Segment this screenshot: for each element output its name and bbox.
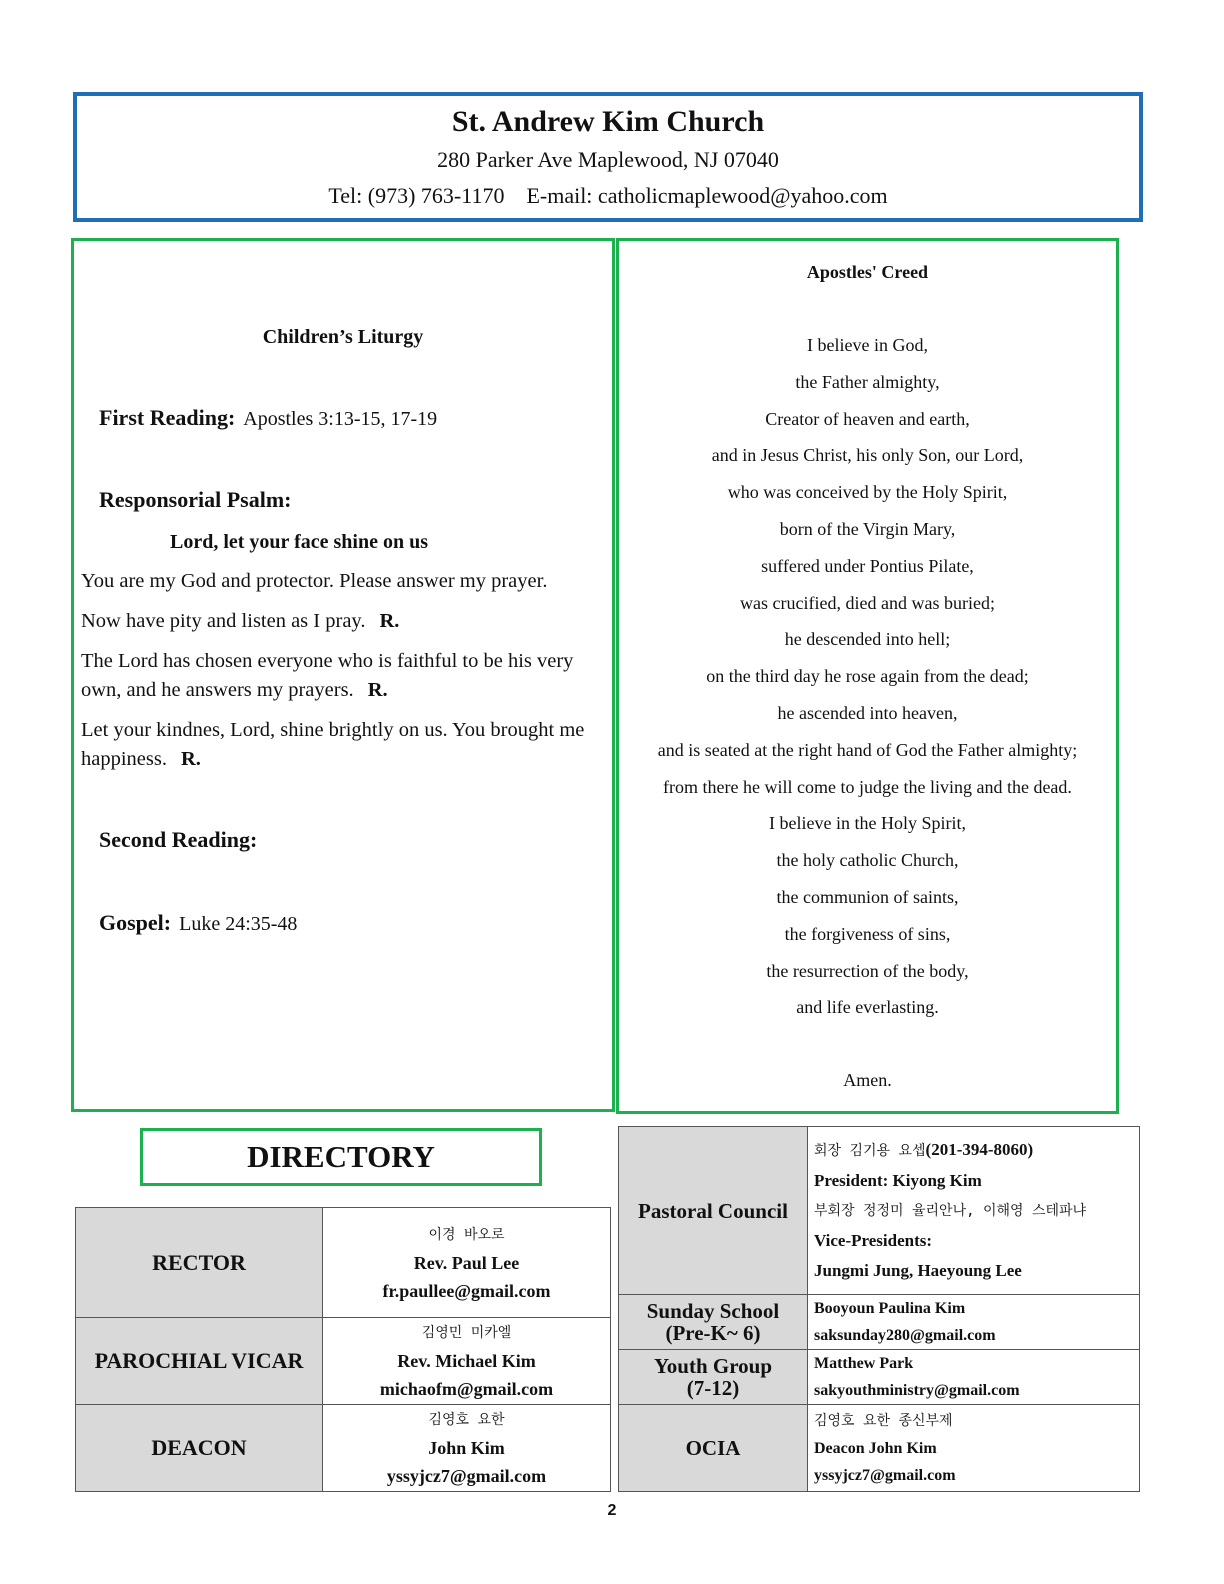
rector-info <box>323 1208 611 1318</box>
table-row <box>76 1208 611 1318</box>
creed-line: suffered under Pontius Pilate, <box>761 555 974 576</box>
psalm-verse <box>81 647 609 705</box>
ocia-role: OCIA <box>619 1405 808 1492</box>
deacon-email[interactable]: yssyjcz7@gmail.com <box>386 1466 547 1486</box>
responsorial-psalm <box>99 487 300 513</box>
table-row <box>76 1405 611 1492</box>
response-marker: R. <box>180 748 201 770</box>
president-name: President: Kiyong Kim <box>814 1171 982 1190</box>
sunday-school-grades: (Pre-K~ 6) <box>665 1321 761 1345</box>
creed-line: the forgiveness of sins, <box>784 923 951 944</box>
creed-line: on the third day he rose again from the dead; <box>706 666 1029 687</box>
creed-line: the resurrection of the body, <box>766 960 969 981</box>
directory-title: DIRECTORY <box>140 1128 542 1186</box>
church-contact: Tel: (973) 763-1170 E-mail: catholicmaplewood@yahoo.com <box>328 183 888 208</box>
creed-line: the holy catholic Church, <box>776 850 959 871</box>
church-name: St. Andrew Kim Church <box>451 105 765 138</box>
first-reading-ref: Apostles 3:13-15, 17-19 <box>243 408 438 430</box>
table-row <box>619 1127 1140 1295</box>
youth-group-info <box>808 1350 1140 1405</box>
creed-line: Creator of heaven and earth, <box>765 408 970 429</box>
second-reading-label: Second Reading: <box>99 827 258 852</box>
creed-line: the communion of saints, <box>776 886 959 907</box>
psalm-verse-text: Now have pity and listen as I pray. <box>81 610 366 632</box>
creed-line: who was conceived by the Holy Spirit, <box>727 482 1008 503</box>
youth-group-email[interactable]: sakyouthministry@gmail.com <box>814 1382 1020 1399</box>
table-row <box>619 1405 1140 1492</box>
psalm-verse-text: You are my God and protector. Please answer my prayer. <box>81 570 548 592</box>
ocia-korean-name: 김영호 요한 종신부제 <box>814 1412 953 1429</box>
page-number: 2 <box>607 1502 617 1519</box>
creed-line: he ascended into heaven, <box>777 702 958 723</box>
childrens-liturgy-box <box>71 238 615 1112</box>
deacon-role: DEACON <box>76 1405 323 1492</box>
sunday-school-email[interactable]: saksunday280@gmail.com <box>814 1327 996 1344</box>
ocia-email[interactable]: yssyjcz7@gmail.com <box>814 1466 956 1484</box>
creed-title: Apostles' Creed <box>806 262 929 282</box>
vicar-email[interactable]: michaofm@gmail.com <box>379 1379 554 1399</box>
clergy-directory-table <box>75 1207 611 1492</box>
sunday-school-title: Sunday School <box>646 1299 780 1323</box>
pastoral-council-info <box>808 1127 1140 1295</box>
creed-line: I believe in the Holy Spirit, <box>769 813 966 834</box>
psalm-refrain: Lord, let your face shine on us <box>170 531 428 553</box>
creed-line: and is seated at the right hand of God the Father almighty; <box>657 739 1078 760</box>
psalm-verse <box>81 567 609 596</box>
sunday-school-info <box>808 1295 1140 1350</box>
vice-presidents-korean: 부회장 정정미 율리안나, 이해영 스테파냐 <box>814 1203 1087 1219</box>
ministry-directory-table <box>618 1126 1140 1492</box>
gospel-ref: Luke 24:35-48 <box>179 913 298 935</box>
table-row <box>76 1318 611 1405</box>
creed-line: and in Jesus Christ, his only Son, our Lord, <box>711 445 1024 466</box>
rector-korean-name: 이경 바오로 <box>428 1226 505 1243</box>
president-korean-line <box>814 1135 1139 1166</box>
creed-line: and life everlasting. <box>796 997 939 1018</box>
first-reading <box>99 405 437 431</box>
psalm-verse <box>81 716 609 774</box>
second-reading <box>99 827 265 853</box>
pastoral-council-role: Pastoral Council <box>619 1127 808 1295</box>
youth-group-title: Youth Group <box>653 1354 773 1378</box>
psalm-verses <box>81 567 609 785</box>
vice-presidents-label: Vice-Presidents: <box>814 1231 933 1250</box>
church-address: 280 Parker Ave Maplewood, NJ 07040 <box>437 147 779 172</box>
psalm-label: Responsorial Psalm: <box>99 487 292 512</box>
liturgy-title: Children’s Liturgy <box>262 326 424 348</box>
youth-group-contact: Matthew Park <box>814 1355 914 1372</box>
response-marker: R. <box>379 610 400 632</box>
rector-name: Rev. Paul Lee <box>413 1252 520 1273</box>
creed-line: I believe in God, <box>807 335 928 355</box>
deacon-name: John Kim <box>428 1438 505 1458</box>
youth-group-grades: (7-12) <box>686 1376 740 1400</box>
youth-group-role <box>619 1350 808 1405</box>
president-korean-name: 회장 김기용 요셉 <box>814 1143 926 1159</box>
creed-line: he descended into hell; <box>784 629 951 650</box>
response-marker: R. <box>367 679 388 701</box>
vicar-name: Rev. Michael Kim <box>397 1351 536 1371</box>
creed-lines <box>619 332 1116 1031</box>
creed-line: born of the Virgin Mary, <box>779 518 956 539</box>
gospel-label: Gospel: <box>99 910 172 935</box>
first-reading-label: First Reading: <box>99 405 236 430</box>
sunday-school-contact: Booyoun Paulina Kim <box>814 1300 966 1317</box>
ocia-contact: Deacon John Kim <box>814 1439 937 1457</box>
creed-line: was crucified, died and was buried; <box>740 592 995 613</box>
vicar-info <box>323 1318 611 1405</box>
creed-line: from there he will come to judge the living and the dead. <box>663 776 1072 797</box>
table-row <box>619 1350 1140 1405</box>
sunday-school-role <box>619 1295 808 1350</box>
deacon-korean-name: 김영호 요한 <box>428 1412 505 1428</box>
president-phone: (201-394-8060) <box>925 1140 1034 1159</box>
table-row <box>619 1295 1140 1350</box>
apostles-creed-box <box>616 238 1119 1114</box>
creed-line: the Father almighty, <box>795 371 940 392</box>
deacon-info <box>323 1405 611 1492</box>
vicar-korean-name: 김영민 미카엘 <box>421 1325 512 1341</box>
creed-amen: Amen. <box>843 1070 892 1090</box>
rector-email[interactable]: fr.paullee@gmail.com <box>382 1280 551 1301</box>
psalm-verse-text: The Lord has chosen everyone who is faithful to be his very own, and he answers my prayers. <box>81 650 574 701</box>
rector-role: RECTOR <box>76 1208 323 1318</box>
church-header <box>73 92 1143 222</box>
psalm-verse-text: Let your kindnes, Lord, shine brightly on us. You brought me happiness. <box>81 719 585 770</box>
vicar-role: PAROCHIAL VICAR <box>76 1318 323 1405</box>
gospel <box>99 910 297 936</box>
vice-presidents-names: Jungmi Jung, Haeyoung Lee <box>814 1261 1022 1280</box>
ocia-info <box>808 1405 1140 1492</box>
psalm-verse <box>81 607 609 636</box>
